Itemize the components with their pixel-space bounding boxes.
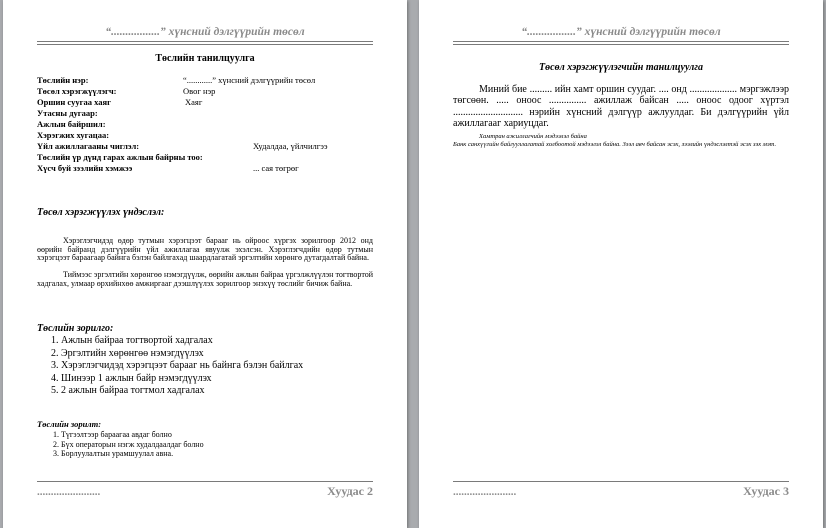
basis-paragraph-1: Хэрэглэгчидэд өдөр тутмын хэрэгцээт барааг нь ойроос хүргэх зорилгоор 2012 онд өөрийн байранд дэлгүүрийн үйл ажиллагаа явуулж эхэлсэн. Хэрэглэгчдийн өдөр тутмын хэрэгцээт бараагаар байнга бэлэн байлгахад шаардлагатай эргэлтийн хөрөнгө дутагдалтай байна. <box>37 236 373 263</box>
field-label: Төсөл хэрэгжүүлэгч: <box>37 86 117 96</box>
field-value: Хаяг <box>185 97 203 107</box>
field-value: Худалдаа, үйлчилгээ <box>253 141 328 151</box>
field-label: Хэрэгжих хугацаа: <box>37 130 110 140</box>
field-label: Хүсч буй зээлийн хэмжээ <box>37 163 133 173</box>
bio-paragraph: Миний бие ......... ийн хамт оршин суудаг. .... онд ................... мэргэжлээр төгсөөн. ..... оноос ............... ажиллаж байсан ..... оноос одоог хүртэл ............................ нэрийн хүнсний дэлгүүр ажлуулдаг. Би дэлгүүрийн үйл ажиллагааг хариуцдаг. <box>453 84 789 130</box>
list-item: 3. Хэрэглэгчидэд хэрэгцээт барааг нь байнга бэлэн байлгах <box>51 360 304 372</box>
footer-dots: ....................... <box>453 486 517 498</box>
basis-paragraph-2: Тиймээс эргэлтийн хөрөнгөө нэмэгдүүлж, өөрийн ажлын байраа үргэлжлүүлэн тогтвортой хадгалах, улмаар өрхийнхөө амжиргааг дээшлүүлэх зорилгоор энэхүү төслийг бичиж байна. <box>37 270 373 288</box>
section-heading-objectives: Төслийн зорилт: <box>37 419 102 429</box>
list-item: 2. Бүх операторын нэгж худалдаалдаг болно <box>53 439 204 449</box>
header-divider <box>453 41 789 45</box>
page-number: Хуудас 2 <box>327 484 373 498</box>
field-label: Үйл ажиллагааны чиглэл: <box>37 141 140 151</box>
list-item: 1. Түгээлтээр бараагаа авдаг болно <box>53 430 172 439</box>
list-item: 2. Эргэлтийн хөрөнгөө нэмэгдүүлэх <box>51 347 204 359</box>
note-title: Хамтран ажиллагчийн мэдээлэл байна <box>479 133 587 140</box>
document-page-2 <box>3 0 407 528</box>
footer-dots: ....................... <box>37 486 101 498</box>
footer-divider <box>453 481 789 482</box>
header-divider <box>37 41 373 45</box>
field-label: Утасны дугаар: <box>37 108 98 118</box>
field-label: Төслийн үр дүнд гарах ажлын байрны тоо: <box>37 152 203 162</box>
field-value: ... сая төгрөг <box>253 163 299 173</box>
list-item: 5. 2 ажлын байраа тогтмол хадгалах <box>51 385 205 397</box>
document-page-3 <box>419 0 823 528</box>
field-label: Ажлын байршил: <box>37 119 106 129</box>
list-item: 3. Борлуулалтын урамшуулал авна. <box>53 449 174 459</box>
page-header: “.................” хүнсний дэлгүүрийн төсөл <box>105 26 305 38</box>
section-heading-basis: Төсөл хэрэгжүүлэх үндэслэл: <box>37 207 165 218</box>
section-heading-goals: Төслийн зорилго: <box>37 323 114 334</box>
page-number: Хуудас 3 <box>743 484 789 498</box>
field-value: “............” хүнсний дэлгүүрийн төсөл <box>183 75 316 85</box>
footer-divider <box>37 481 373 482</box>
page-header: “.................” хүнсний дэлгүүрийн төсөл <box>521 26 721 38</box>
page-title: Төслийн танилцуулга <box>155 53 255 64</box>
field-value: Овог нэр <box>183 86 216 96</box>
page-title: Төсөл хэрэгжүүлэгчийн танилцуулга <box>539 62 703 73</box>
field-label: Оршин суугаа хаяг <box>37 97 111 107</box>
list-item: 1. Ажлын байраа тогтвортой хадгалах <box>51 335 213 346</box>
list-item: 4. Шинээр 1 ажлын байр нэмэгдүүлэх <box>51 372 212 384</box>
note-body: Банк санхүүгийн байгууллагатай холбоотой мэдээлэл байна. Зээл авч байсан эсэх, зээлийн үндэслэлтэй эсэх зэх мэт. <box>453 141 777 148</box>
goals-list <box>51 335 303 398</box>
objectives-list <box>53 430 204 459</box>
field-label: Төслийн нэр: <box>37 75 89 85</box>
